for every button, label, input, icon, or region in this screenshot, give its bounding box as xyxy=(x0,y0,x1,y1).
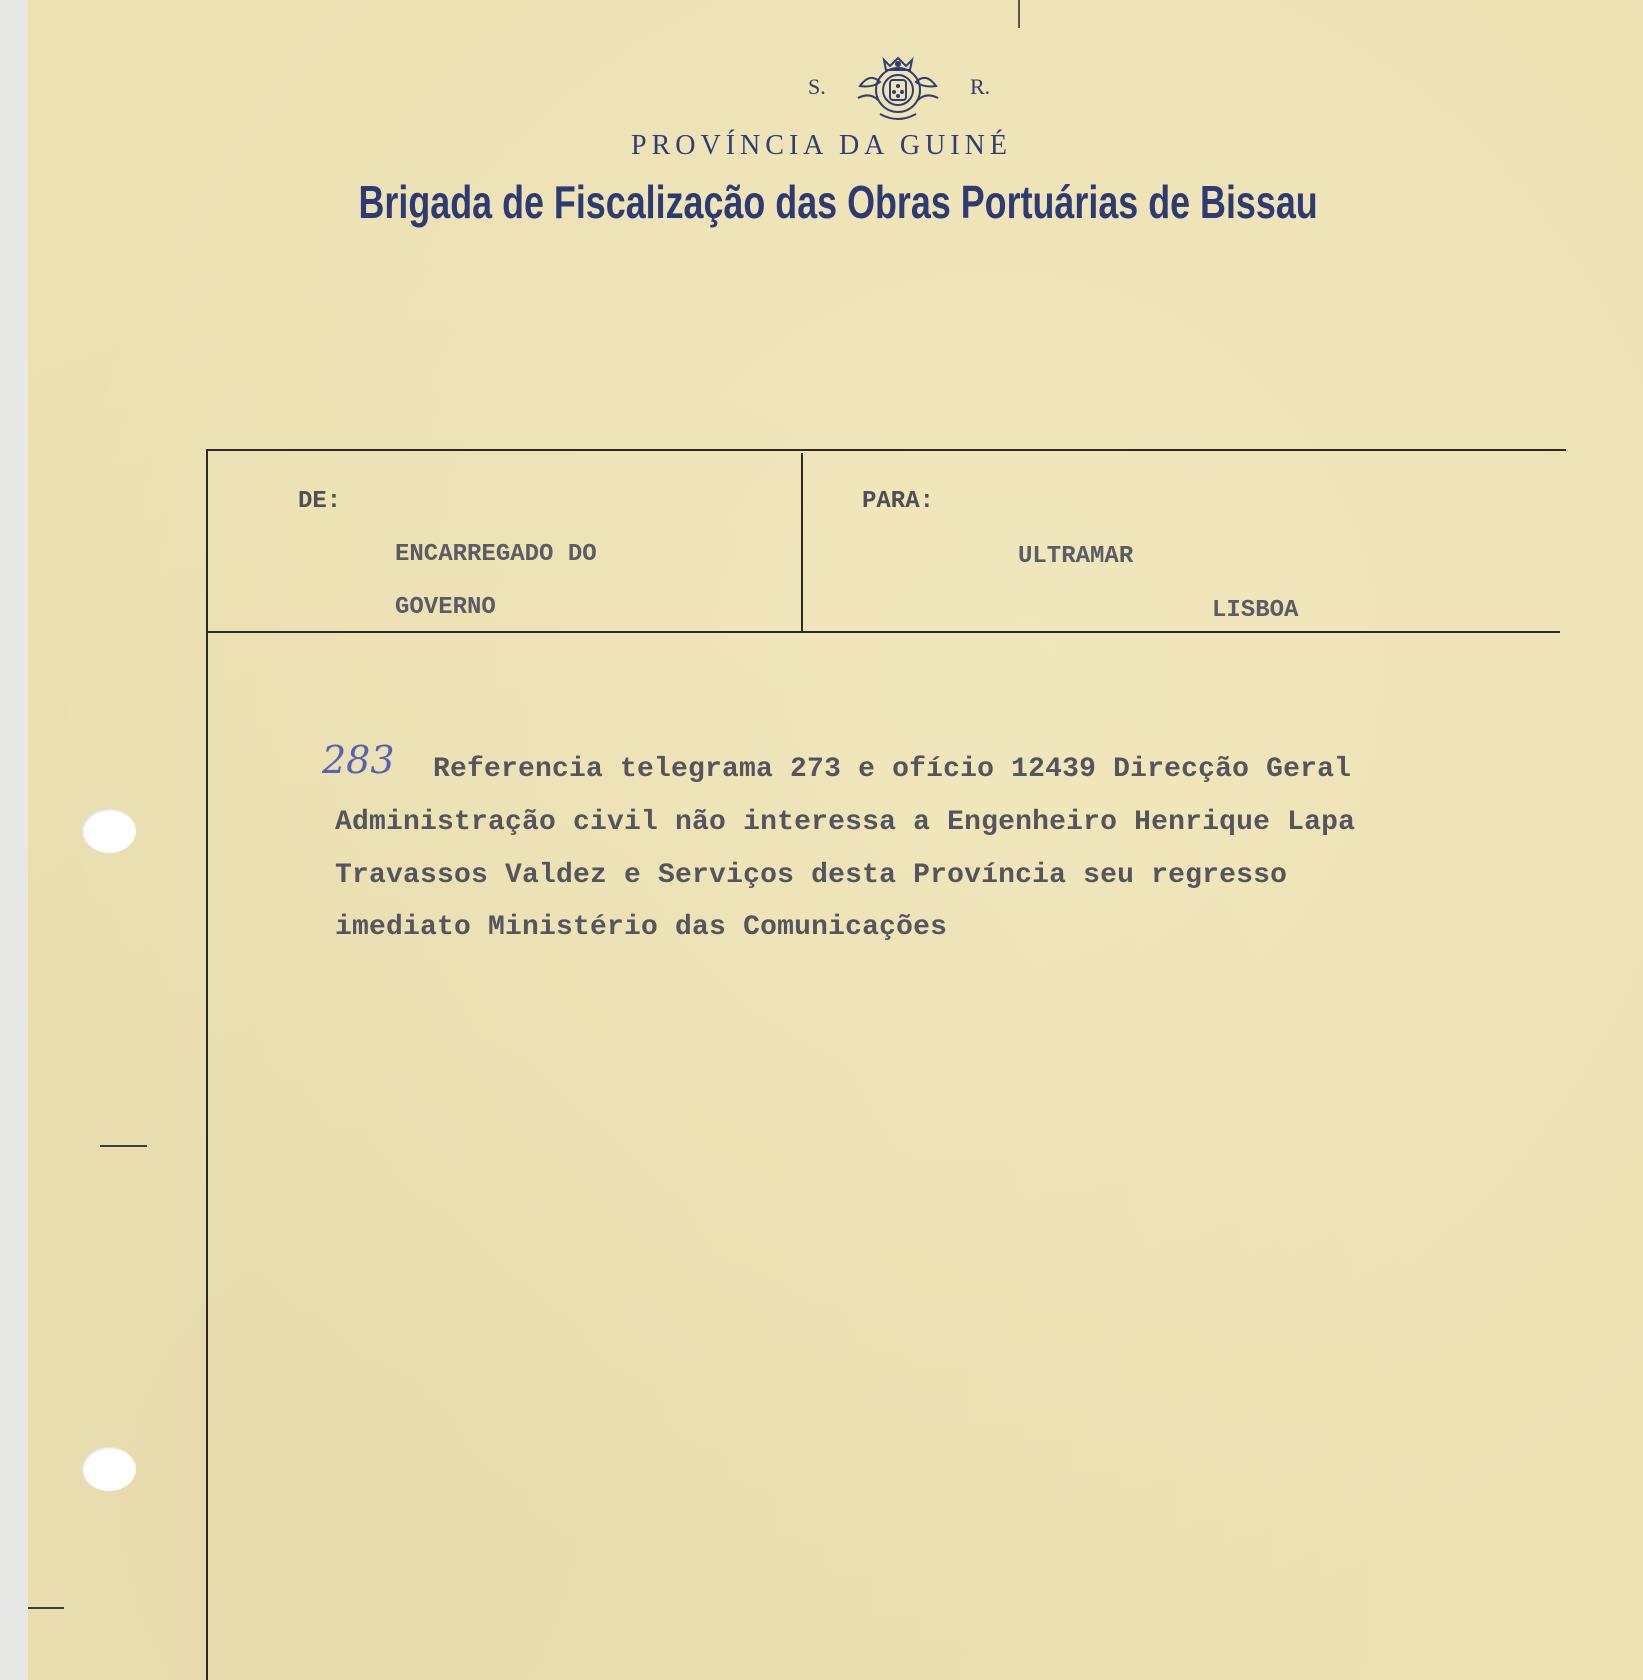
message-line-1: Referencia telegrama 273 e ofício 12439 Direcção Geral xyxy=(433,754,1352,785)
coat-of-arms-emblem xyxy=(850,52,946,124)
to-line-2: LISBOA xyxy=(1212,597,1299,624)
binder-hole-lower xyxy=(82,1447,136,1491)
to-label: PARA: xyxy=(862,488,935,515)
form-top-rule xyxy=(206,449,1566,451)
province-title: PROVÍNCIA DA GUINÉ xyxy=(631,130,1012,161)
from-label: DE: xyxy=(298,488,342,515)
top-edge-mark xyxy=(1018,0,1020,28)
to-line-1: ULTRAMAR xyxy=(1018,543,1134,570)
form-left-rule xyxy=(206,449,208,1680)
brigade-title: Brigada de Fiscalização das Obras Portuárias de Bissau xyxy=(358,176,1318,228)
binder-hole-upper xyxy=(82,809,136,853)
handwritten-message-number: 283 xyxy=(322,738,395,782)
from-line-2: GOVERNO xyxy=(395,594,496,621)
message-line-2: Administração civil não interessa a Engenheiro Henrique Lapa xyxy=(335,807,1356,838)
header-bottom-rule xyxy=(206,631,1560,633)
crest-right-letter: R. xyxy=(970,74,991,99)
message-line-4: imediato Ministério das Comunicações xyxy=(335,912,948,943)
document-sheet xyxy=(28,0,1643,1680)
fold-mark-lower xyxy=(28,1607,64,1609)
fold-mark-upper xyxy=(100,1145,147,1147)
crest-left-letter: S. xyxy=(808,74,826,99)
crest-row xyxy=(0,50,1643,130)
message-line-3: Travassos Valdez e Serviços desta Província seu regresso xyxy=(335,860,1288,891)
header-divider-rule xyxy=(801,453,803,631)
from-line-1: ENCARREGADO DO xyxy=(395,541,597,568)
